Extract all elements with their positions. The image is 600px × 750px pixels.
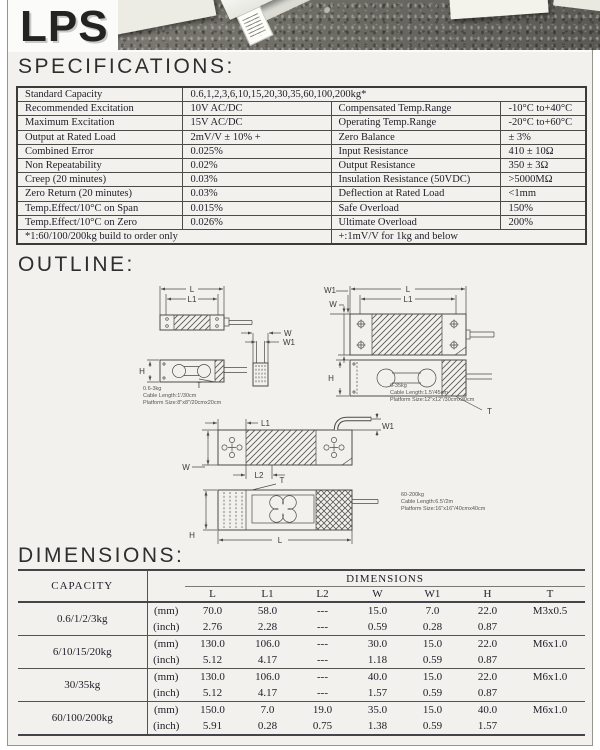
dim-cell: 22.0	[460, 669, 515, 686]
dim-cell: 2.28	[257, 621, 278, 633]
drawing-medium-cell	[324, 285, 494, 416]
spec-row	[17, 102, 586, 116]
dimensions-heading: DIMENSIONS:	[18, 544, 185, 567]
dim-cell: 4.17	[257, 654, 278, 666]
specifications-table	[16, 86, 587, 245]
dim-cell: 0.59	[367, 621, 388, 633]
dim-label-L1: L1	[187, 295, 197, 304]
caption-large-platform: Platform Size:16"x16"/40cmx40cm	[401, 506, 486, 512]
brand-logo: LPS	[20, 2, 109, 51]
dim-cell: 2.76	[202, 621, 223, 633]
spec-value: 2mV/V ± 10% +	[182, 130, 331, 144]
col-L1: L1	[240, 587, 295, 603]
spec-label: Zero Return (20 minutes)	[17, 187, 182, 201]
spec-label: Maximum Excitation	[17, 116, 182, 130]
capacity-cell: 6/10/15/20kg	[18, 636, 147, 669]
capacity-cell: 0.6/1/2/3kg	[18, 602, 147, 636]
dim-cell: 0.28	[257, 720, 278, 732]
dim-cell: M6x1.0	[515, 636, 585, 653]
dim-cell: 4.17	[257, 687, 278, 699]
spec-label: Compensated Temp.Range	[331, 102, 500, 116]
spec-value: 350 ± 3Ω	[500, 158, 586, 172]
photo-object-left	[118, 0, 216, 36]
unit-mm: (mm)	[147, 702, 185, 719]
dims-header-row	[18, 570, 585, 587]
dim-cell: M6x1.0	[515, 669, 585, 686]
dim-cell: 40.0	[350, 669, 405, 686]
caption-medium-cable: Cable Length:1.5'/45cm	[390, 390, 448, 396]
spec-value: -10°C to+40°C	[500, 102, 586, 116]
dim-cell: 0.87	[477, 621, 498, 633]
unit-inch: (inch)	[153, 687, 180, 699]
photo-white-block	[449, 0, 548, 19]
spec-row	[17, 116, 586, 130]
dim-cell: 15.0	[405, 669, 460, 686]
col-L: L	[185, 587, 240, 603]
spec-value: 0.015%	[182, 201, 331, 215]
dim-cell: 15.0	[350, 602, 405, 619]
spec-label: Temp.Effect/10°C on Span	[17, 201, 182, 215]
dim-label-H: H	[189, 531, 195, 540]
dim-cell: 70.0	[185, 602, 240, 619]
dims-row-mm	[18, 702, 585, 719]
dim-label-L: L	[277, 536, 283, 545]
dim-cell: 22.0	[460, 636, 515, 653]
dim-label-W1: W1	[324, 286, 336, 295]
dim-label-W: W	[329, 300, 337, 309]
caption-small-cable: Cable Length:1'/30cm	[143, 393, 197, 399]
unit-inch: (inch)	[153, 720, 180, 732]
spec-value: 410 ± 10Ω	[500, 144, 586, 158]
dim-cell: 22.0	[460, 602, 515, 619]
spec-label: Input Resistance	[331, 144, 500, 158]
unit-mm: (mm)	[147, 669, 185, 686]
dim-label-W1: W1	[283, 338, 295, 347]
dims-row-mm	[18, 602, 585, 619]
dim-label-W: W	[182, 463, 190, 472]
dim-cell: 150.0	[185, 702, 240, 719]
spec-row	[17, 201, 586, 215]
spec-row	[17, 144, 586, 158]
unit-mm: (mm)	[147, 602, 185, 619]
specifications-heading: SPECIFICATIONS:	[18, 55, 235, 78]
spec-row	[17, 87, 586, 102]
dim-cell: M6x1.0	[515, 702, 585, 719]
spec-label: Insulation Resistance (50VDC)	[331, 173, 500, 187]
dimensions-table	[18, 569, 585, 736]
dim-cell: 106.0	[240, 636, 295, 653]
drawing-large-cell	[182, 413, 485, 545]
photo-label-text-lines	[242, 13, 267, 40]
spec-value: 0.02%	[182, 158, 331, 172]
outline-heading: OUTLINE:	[18, 253, 135, 276]
spec-label: Ultimate Overload	[331, 215, 500, 229]
spec-row	[17, 158, 586, 172]
dim-cell: 35.0	[350, 702, 405, 719]
dim-cell: 0.59	[422, 654, 443, 666]
product-photo	[118, 0, 600, 50]
dim-label-L1: L1	[403, 295, 413, 304]
spec-label: Deflection at Rated Load	[331, 187, 500, 201]
dim-label-W1: W1	[382, 422, 394, 431]
spec-value: ± 3%	[500, 130, 586, 144]
dim-cell: ---	[317, 687, 328, 699]
spec-value: 15V AC/DC	[182, 116, 331, 130]
spec-label: Output Resistance	[331, 158, 500, 172]
dim-cell: ---	[317, 654, 328, 666]
spec-footnote-right: +:1mV/V for 1kg and below	[331, 229, 586, 244]
dim-cell: 40.0	[460, 702, 515, 719]
dim-cell: 15.0	[405, 636, 460, 653]
capacity-column-header: CAPACITY	[18, 570, 147, 602]
unit-inch: (inch)	[153, 654, 180, 666]
spec-row	[17, 215, 586, 229]
dim-cell: ---	[295, 669, 350, 686]
dim-cell	[515, 685, 585, 702]
outline-drawings	[0, 283, 600, 555]
spec-label: Operating Temp.Range	[331, 116, 500, 130]
spec-label: Combined Error	[17, 144, 182, 158]
dim-cell: M3x0.5	[515, 602, 585, 619]
spec-label: Standard Capacity	[17, 87, 182, 102]
dim-label-L1: L1	[261, 419, 270, 428]
dim-cell: 0.28	[422, 621, 443, 633]
dim-cell: 19.0	[295, 702, 350, 719]
dim-cell: 1.57	[367, 687, 388, 699]
dim-cell: 7.0	[240, 702, 295, 719]
caption-small-range: 0.6-3kg	[143, 386, 162, 392]
dim-cell: 15.0	[405, 702, 460, 719]
dim-cell: ---	[295, 636, 350, 653]
col-L2: L2	[295, 587, 350, 603]
dim-cell: 30.0	[350, 636, 405, 653]
dim-cell: 5.91	[202, 720, 223, 732]
dim-cell: 106.0	[240, 669, 295, 686]
spec-value: -20°C to+60°C	[500, 116, 586, 130]
dim-cell: 5.12	[202, 654, 223, 666]
dim-label-L: L	[189, 285, 195, 294]
unit-column-header	[147, 570, 185, 602]
dim-cell: ---	[295, 602, 350, 619]
dim-cell: 130.0	[185, 669, 240, 686]
dim-cell	[515, 718, 585, 735]
dim-cell	[515, 652, 585, 669]
dims-row-mm	[18, 669, 585, 686]
caption-small-platform: Platform Size:8"x8"/20cmx20cm	[143, 400, 222, 406]
dim-cell: 0.87	[477, 687, 498, 699]
spec-value: 0.6,1,2,3,6,10,15,20,30,35,60,100,200kg*	[182, 87, 586, 102]
dims-row-mm	[18, 636, 585, 653]
dim-cell: 130.0	[185, 636, 240, 653]
caption-large-cable: Cable Length:6.5'/2m	[401, 499, 454, 505]
spec-label: Zero Balance	[331, 130, 500, 144]
dim-label-T: T	[279, 476, 285, 485]
dim-cell: 0.59	[422, 720, 443, 732]
spec-value: 150%	[500, 201, 586, 215]
spec-value: 0.026%	[182, 215, 331, 229]
dim-label-L: L	[405, 285, 411, 294]
unit-mm: (mm)	[147, 636, 185, 653]
dim-cell	[515, 619, 585, 636]
spec-value: 0.03%	[182, 173, 331, 187]
dim-label-T: T	[487, 407, 492, 416]
col-T: T	[515, 587, 585, 603]
dim-label-W: W	[284, 329, 292, 338]
capacity-cell: 60/100/200kg	[18, 702, 147, 736]
photo-corner-slab	[553, 0, 600, 12]
drawing-small-cell	[139, 285, 295, 406]
spec-row	[17, 173, 586, 187]
col-H: H	[460, 587, 515, 603]
spec-value: >5000MΩ	[500, 173, 586, 187]
spec-label: Recommended Excitation	[17, 102, 182, 116]
dim-cell: 7.0	[405, 602, 460, 619]
dim-cell: 58.0	[240, 602, 295, 619]
dimensions-group-header: DIMENSIONS	[185, 570, 585, 587]
spec-footnote-left: *1:60/100/200kg build to order only	[17, 229, 331, 244]
spec-value: 0.03%	[182, 187, 331, 201]
caption-medium-range: 6-35kg	[390, 383, 407, 389]
dim-cell: 0.59	[422, 687, 443, 699]
spec-row	[17, 187, 586, 201]
spec-row	[17, 130, 586, 144]
dim-cell: 1.18	[367, 654, 388, 666]
capacity-cell: 30/35kg	[18, 669, 147, 702]
spec-label: Output at Rated Load	[17, 130, 182, 144]
dim-cell: ---	[317, 621, 328, 633]
spec-value: 10V AC/DC	[182, 102, 331, 116]
dim-cell: 0.75	[312, 720, 333, 732]
dim-cell: 1.38	[367, 720, 388, 732]
dim-label-H: H	[139, 367, 145, 376]
dim-cell: 0.87	[477, 654, 498, 666]
photo-loadcell-hole	[323, 6, 330, 13]
caption-medium-platform: Platform Size:12"x12"/30cmx30cm	[390, 397, 475, 403]
spec-label: Non Repeatability	[17, 158, 182, 172]
dim-label-T: T	[196, 381, 202, 390]
caption-large-range: 60-200kg	[401, 492, 424, 498]
spec-footnote-row	[17, 229, 586, 244]
dim-label-L2: L2	[254, 471, 264, 480]
dim-cell: 5.12	[202, 687, 223, 699]
dim-cell: 1.57	[477, 720, 498, 732]
spec-label: Creep (20 minutes)	[17, 173, 182, 187]
spec-value: 0.025%	[182, 144, 331, 158]
spec-value: 200%	[500, 215, 586, 229]
spec-label: Safe Overload	[331, 201, 500, 215]
col-W: W	[350, 587, 405, 603]
spec-value: <1mm	[500, 187, 586, 201]
unit-inch: (inch)	[153, 621, 180, 633]
col-W1: W1	[405, 587, 460, 603]
dim-label-H: H	[328, 374, 334, 383]
spec-label: Temp.Effect/10°C on Zero	[17, 215, 182, 229]
